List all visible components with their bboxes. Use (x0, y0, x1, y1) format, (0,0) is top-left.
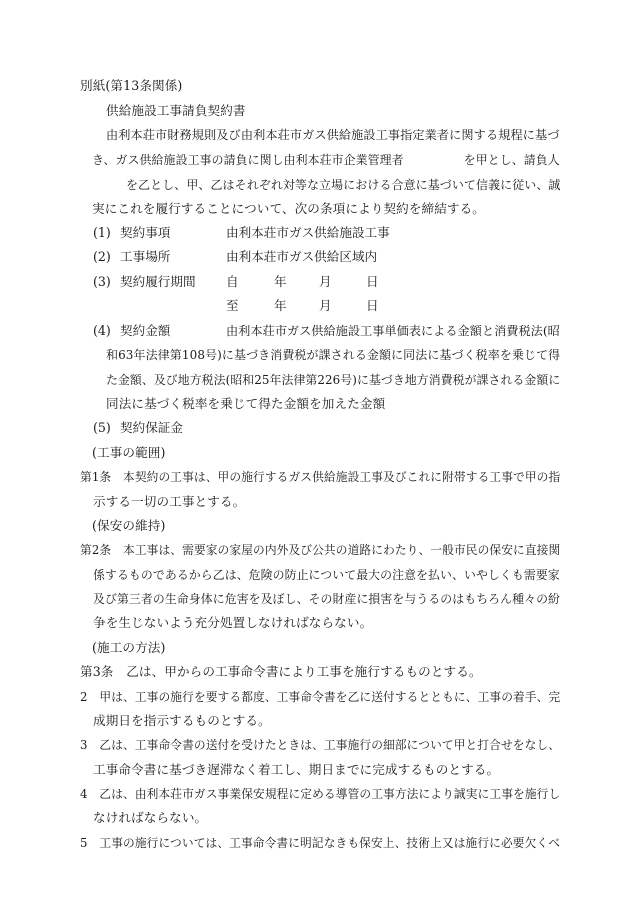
annex-label: 別紙(第13条関係) (80, 78, 183, 93)
article-line: 争を生じないよう充分処置しなければならない。 (93, 615, 373, 630)
article-line: 工事命令書に基づき遅滞なく着工し、期日までに完成するものとする。 (93, 762, 500, 777)
article-line: 第1条 本契約の工事は、甲の施行するガス供給施設工事及びこれに附帯する工事で甲の指 (80, 470, 561, 484)
article-line: 3 乙は、工事命令書の送付を受けたときは、工事施行の細部について甲と打合せをなし、 (80, 738, 561, 752)
article-caption: (保安の維持) (92, 518, 166, 533)
article-line: 第3条 乙は、甲からの工事命令書により工事を施行するものとする。 (80, 664, 482, 679)
item-number: (5) (93, 420, 111, 435)
article-caption: (工事の範囲) (92, 445, 166, 460)
period-year: 年 (274, 298, 287, 313)
period-day: 日 (366, 298, 379, 313)
preamble-line: 実にこれを履行することについて、次の条項により契約を締結する。 (92, 201, 486, 216)
item-label: 契約金額 (120, 323, 171, 338)
article-line: 及び第三者の生命身体に危害を及ぼし、その財産に損害を与うるのはもちろん種々の紛 (93, 592, 561, 606)
period-to: 至 (226, 298, 239, 313)
item-value: 由利本荘市ガス供給施設工事 (226, 225, 390, 240)
item-value-continued: 同法に基づく税率を乗じて得た金額を加えた金額 (106, 396, 386, 411)
preamble-line: 由利本荘市財務規則及び由利本荘市ガス供給施設工事指定業者に関する規程に基づ (106, 128, 560, 142)
article-line: 成期日を指示するものとする。 (93, 713, 271, 728)
preamble-line: き、ガス供給施設工事の請負に関し由利本荘市企業管理者 を甲とし、請負人 (92, 153, 560, 167)
item-label: 契約保証金 (120, 420, 183, 435)
item-number: (1) (93, 225, 111, 240)
item-number: (3) (93, 274, 111, 289)
period-month: 月 (319, 298, 332, 313)
item-label: 工事場所 (120, 249, 171, 264)
item-value-continued: た金額、及び地方税法(昭和25年法律第226号)に基づき地方消費税が課される金額に (106, 373, 561, 387)
article-line: 4 乙は、由利本荘市ガス事業保安規程に定める導管の工事方法により誠実に工事を施行し (80, 787, 561, 801)
article-line: なければならない。 (93, 810, 208, 825)
item-value: 由利本荘市ガス供給区域内 (226, 249, 378, 264)
item-number: (4) (93, 323, 111, 338)
item-value-continued: 和63年法律第108号)に基づき消費税が課される金額に同法に基づく税率を乗じて得 (106, 348, 561, 362)
period-day: 日 (366, 274, 379, 289)
period-month: 月 (319, 274, 332, 289)
item-label: 契約事項 (120, 225, 171, 240)
article-line: 係するものであるから乙は、危険の防止について最大の注意を払い、いやしくも需要家 (93, 568, 560, 582)
item-number: (2) (93, 249, 111, 264)
document-title: 供給施設工事請負契約書 (106, 103, 246, 118)
article-line: 2 甲は、工事の施行を要する都度、工事命令書を乙に送付するとともに、工事の着手、完 (80, 690, 561, 704)
article-caption: (施工の方法) (92, 640, 166, 655)
article-line: 5 工事の施行については、工事命令書に明記なきも保安上、技術上又は施行に必要欠くべ (80, 836, 561, 850)
preamble-line: を乙とし、甲、乙はそれぞれ対等な立場における合意に基づいて信義に従い、誠 (126, 178, 561, 192)
period-from: 自 (226, 274, 239, 289)
period-year: 年 (274, 274, 287, 289)
article-line: 示する一切の工事とする。 (93, 494, 246, 509)
article-line: 第2条 本工事は、需要家の家屋の内外及び公共の道路にわたり、一般市民の保安に直接関 (80, 543, 561, 557)
item-label: 契約履行期間 (120, 274, 196, 289)
item-value: 由利本荘市ガス供給施設工事単価表による金額と消費税法(昭 (226, 324, 560, 338)
